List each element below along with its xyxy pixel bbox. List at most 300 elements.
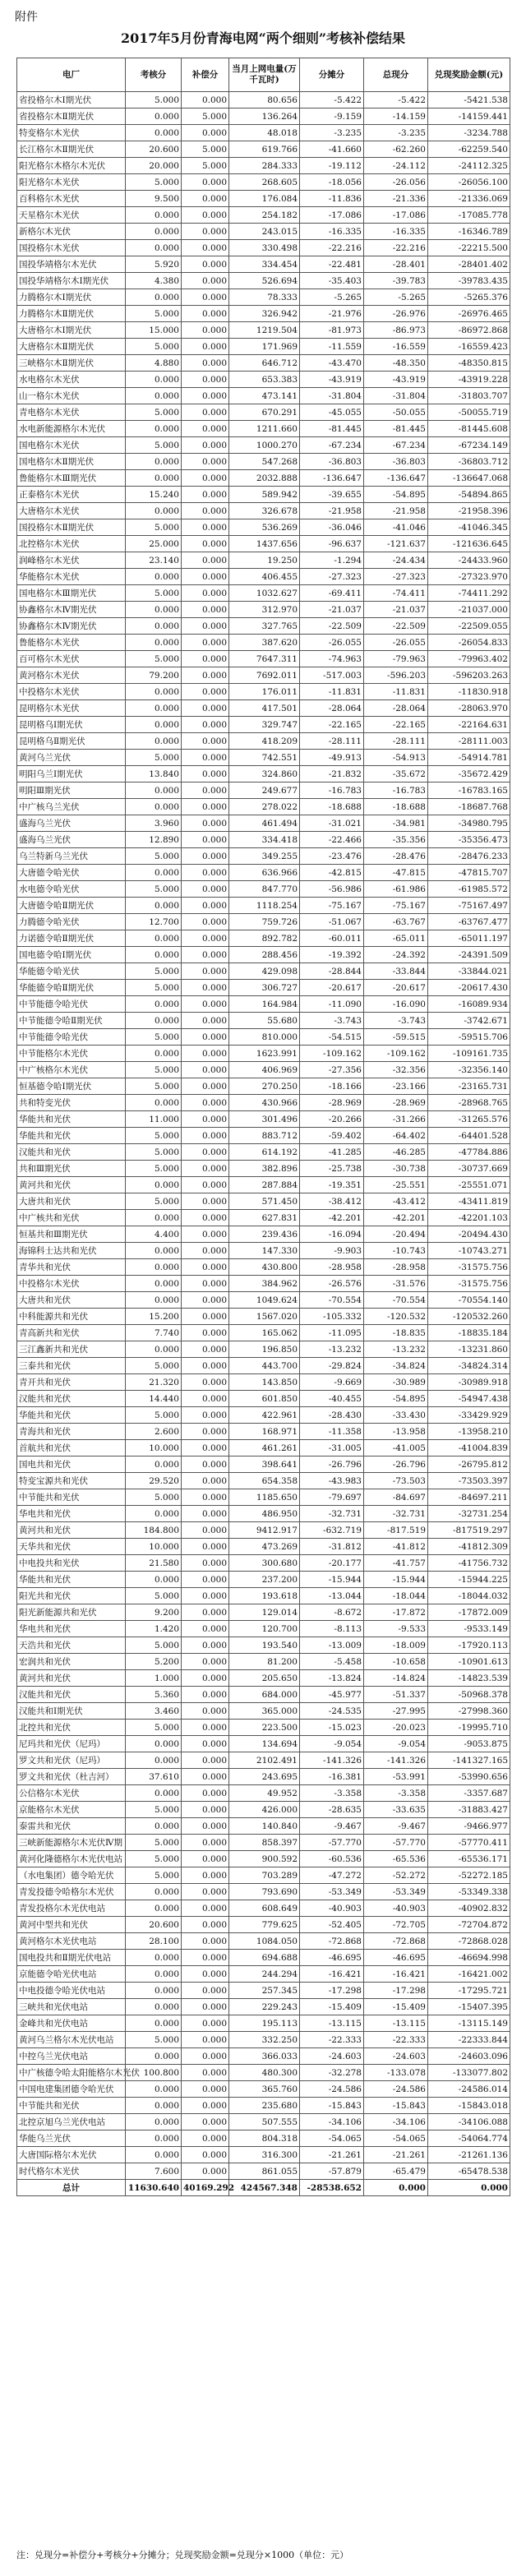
- cell-plant: 省投格尔木Ⅰ期光伏: [17, 92, 126, 108]
- cell-plant: 华电共和光伏: [17, 1621, 126, 1637]
- cell-plant: 昆明格乌Ⅰ期光伏: [17, 717, 126, 733]
- cell-energy: 614.192: [229, 1144, 300, 1161]
- cell-allocation: -25.738: [300, 1161, 364, 1177]
- cell-compensation: 0.000: [182, 1703, 229, 1720]
- cell-allocation: -28.064: [300, 700, 364, 717]
- cell-allocation: -42.201: [300, 1210, 364, 1226]
- cell-compensation: 0.000: [182, 536, 229, 552]
- cell-settlement: -22.216: [364, 240, 428, 256]
- cell-amount: -9053.875: [428, 1736, 510, 1752]
- cell-allocation: -67.234: [300, 437, 364, 454]
- cell-energy: 742.551: [229, 750, 300, 766]
- cell-amount: -3357.687: [428, 1785, 510, 1802]
- cell-amount: -27998.360: [428, 1703, 510, 1720]
- cell-plant: 时代格尔木光伏: [17, 2163, 126, 2180]
- cell-compensation: 0.000: [182, 651, 229, 667]
- cell-plant: 中广核乌兰光伏: [17, 799, 126, 815]
- cell-energy: 694.688: [229, 1950, 300, 1966]
- cell-energy: 601.850: [229, 1391, 300, 1407]
- cell-energy: 1219.504: [229, 322, 300, 339]
- cell-allocation: -15.944: [300, 1572, 364, 1588]
- cell-compensation: 0.000: [182, 1062, 229, 1078]
- cell-energy: 134.694: [229, 1736, 300, 1752]
- cell-assessment: 20.600: [126, 141, 182, 158]
- cell-plant: 青高新共和光伏: [17, 1325, 126, 1341]
- cell-compensation: 0.000: [182, 881, 229, 898]
- cell-settlement: -70.554: [364, 1292, 428, 1309]
- cell-settlement: -48.350: [364, 355, 428, 372]
- cell-settlement: -133.078: [364, 2065, 428, 2081]
- cell-plant: 黄河乌兰光伏: [17, 750, 126, 766]
- cell-allocation: -22.509: [300, 618, 364, 635]
- cell-plant: 青开共和光伏: [17, 1374, 126, 1391]
- cell-allocation: -24.535: [300, 1703, 364, 1720]
- cell-settlement: -26.056: [364, 174, 428, 191]
- cell-allocation: -40.903: [300, 1900, 364, 1917]
- cell-energy: 164.984: [229, 996, 300, 1013]
- cell-allocation: -70.554: [300, 1292, 364, 1309]
- cell-settlement: -26.976: [364, 306, 428, 322]
- cell-plant: 中广核德令哈太阳能格尔木光伏: [17, 2065, 126, 2081]
- cell-assessment: 5.000: [126, 750, 182, 766]
- cell-assessment: 3.460: [126, 1703, 182, 1720]
- cell-settlement: -32.731: [364, 1506, 428, 1522]
- table-row: [17, 1736, 510, 1752]
- cell-compensation: 0.000: [182, 1078, 229, 1095]
- cell-settlement: -18.835: [364, 1325, 428, 1341]
- cell-assessment: 0.000: [126, 1292, 182, 1309]
- cell-allocation: -41.660: [300, 141, 364, 158]
- cell-allocation: -21.976: [300, 306, 364, 322]
- cell-plant: 黄河共和光伏: [17, 1670, 126, 1687]
- cell-allocation: -17.298: [300, 1983, 364, 1999]
- cell-energy: 324.860: [229, 766, 300, 782]
- annex-label: 附件: [15, 11, 38, 24]
- cell-allocation: -26.055: [300, 635, 364, 651]
- cell-amount: -42201.103: [428, 1210, 510, 1226]
- cell-compensation: 0.000: [182, 1506, 229, 1522]
- cell-compensation: 0.000: [182, 355, 229, 372]
- table-row: [17, 1572, 510, 1588]
- cell-settlement: -17.086: [364, 207, 428, 224]
- cell-plant: 青海共和光伏: [17, 1424, 126, 1440]
- cell-plant: 中广核格尔木光伏: [17, 1062, 126, 1078]
- cell-allocation: -75.167: [300, 898, 364, 914]
- cell-amount: -40902.832: [428, 1900, 510, 1917]
- cell-compensation: 0.000: [182, 2065, 229, 2081]
- cell-plant: 国电共和光伏: [17, 1457, 126, 1473]
- cell-amount: -28476.233: [428, 848, 510, 865]
- cell-settlement: -65.479: [364, 2163, 428, 2180]
- cell-settlement: -22.509: [364, 618, 428, 635]
- cell-plant: 天华共和光伏: [17, 1539, 126, 1555]
- cell-assessment: 0.000: [126, 240, 182, 256]
- cell-assessment: 5.000: [126, 1489, 182, 1506]
- cell-plant: 中电投德令哈光伏电站: [17, 1983, 126, 1999]
- table-row: [17, 1818, 510, 1835]
- table-row: [17, 503, 510, 519]
- table-row: [17, 1374, 510, 1391]
- cell-assessment: 0.000: [126, 1259, 182, 1276]
- cell-allocation: -43.919: [300, 372, 364, 388]
- cell-settlement: -27.995: [364, 1703, 428, 1720]
- cell-amount: -120532.260: [428, 1309, 510, 1325]
- cell-energy: 429.098: [229, 963, 300, 980]
- cell-compensation: 0.000: [182, 1144, 229, 1161]
- cell-compensation: 0.000: [182, 1966, 229, 1983]
- cell-settlement: -35.672: [364, 766, 428, 782]
- cell-energy: 1118.254: [229, 898, 300, 914]
- cell-plant: 大唐国际格尔木光伏: [17, 2147, 126, 2163]
- cell-energy: 7692.011: [229, 667, 300, 684]
- cell-amount: -34980.795: [428, 815, 510, 832]
- cell-compensation: 0.000: [182, 404, 229, 421]
- cell-plant: 罗文共和光伏（杜吉河）: [17, 1769, 126, 1785]
- cell-assessment: 0.000: [126, 865, 182, 881]
- cell-allocation: -17.086: [300, 207, 364, 224]
- cell-allocation: -16.381: [300, 1769, 364, 1785]
- cell-allocation: -16.335: [300, 224, 364, 240]
- cell-allocation: -72.868: [300, 1933, 364, 1950]
- cell-allocation: -31.005: [300, 1440, 364, 1457]
- cell-settlement: -53.991: [364, 1769, 428, 1785]
- cell-compensation: 0.000: [182, 1983, 229, 1999]
- cell-plant: 大唐德令哈光伏: [17, 865, 126, 881]
- cell-settlement: -28.111: [364, 733, 428, 750]
- cell-allocation: -28.844: [300, 963, 364, 980]
- cell-allocation: -31.812: [300, 1539, 364, 1555]
- cell-plant: 中节能德令哈Ⅱ期光伏: [17, 1013, 126, 1029]
- cell-energy: 78.333: [229, 289, 300, 306]
- cell-allocation: -5.422: [300, 92, 364, 108]
- cell-allocation: -13.115: [300, 2015, 364, 2032]
- cell-amount: -18687.768: [428, 799, 510, 815]
- cell-plant: 中投格尔木光伏: [17, 1276, 126, 1292]
- cell-energy: 883.712: [229, 1128, 300, 1144]
- cell-allocation: -27.323: [300, 569, 364, 585]
- cell-settlement: -21.336: [364, 191, 428, 207]
- cell-allocation: -26.576: [300, 1276, 364, 1292]
- table-row: [17, 256, 510, 273]
- table-row: [17, 1424, 510, 1440]
- cell-allocation: -51.067: [300, 914, 364, 930]
- cell-assessment: 0.000: [126, 1818, 182, 1835]
- cell-allocation: -28.635: [300, 1802, 364, 1818]
- cell-assessment: 5.000: [126, 1193, 182, 1210]
- cell-amount: -13231.860: [428, 1341, 510, 1358]
- table-row: [17, 1095, 510, 1111]
- cell-compensation: 0.000: [182, 224, 229, 240]
- table-row: [17, 881, 510, 898]
- cell-allocation: -15.843: [300, 2098, 364, 2114]
- cell-energy: 571.450: [229, 1193, 300, 1210]
- cell-energy: 147.330: [229, 1243, 300, 1259]
- cell-amount: -32356.140: [428, 1062, 510, 1078]
- cell-assessment: 14.440: [126, 1391, 182, 1407]
- cell-allocation: -96.637: [300, 536, 364, 552]
- cell-settlement: -141.326: [364, 1752, 428, 1769]
- cell-compensation: 0.000: [182, 1588, 229, 1604]
- cell-settlement: -46.285: [364, 1144, 428, 1161]
- cell-compensation: 0.000: [182, 1752, 229, 1769]
- cell-settlement: -34.106: [364, 2114, 428, 2131]
- cell-energy: 81.200: [229, 1654, 300, 1670]
- table-row: [17, 865, 510, 881]
- cell-amount: -10901.613: [428, 1654, 510, 1670]
- cell-amount: -24391.509: [428, 947, 510, 963]
- table-row: [17, 1900, 510, 1917]
- cell-settlement: -16.421: [364, 1966, 428, 1983]
- cell-assessment: 20.600: [126, 1917, 182, 1933]
- cell-amount: -35672.429: [428, 766, 510, 782]
- cell-plant: 百可格尔木光伏: [17, 651, 126, 667]
- cell-settlement: -13.958: [364, 1424, 428, 1440]
- cell-energy: 7647.311: [229, 651, 300, 667]
- cell-allocation: -632.719: [300, 1522, 364, 1539]
- cell-energy: 168.971: [229, 1424, 300, 1440]
- cell-amount: -5265.376: [428, 289, 510, 306]
- cell-assessment: 0.000: [126, 1785, 182, 1802]
- cell-amount: -59515.706: [428, 1029, 510, 1046]
- cell-settlement: -16.783: [364, 782, 428, 799]
- cell-amount: -72704.872: [428, 1917, 510, 1933]
- cell-allocation: -22.333: [300, 2032, 364, 2048]
- cell-amount: -34824.314: [428, 1358, 510, 1374]
- table-row: [17, 421, 510, 437]
- cell-energy: 424567.348: [229, 2180, 300, 2196]
- cell-assessment: 0.000: [126, 207, 182, 224]
- cell-plant: 华能德令哈Ⅱ期光伏: [17, 980, 126, 996]
- cell-amount: -3742.671: [428, 1013, 510, 1029]
- total-label: 总计: [17, 2180, 126, 2196]
- cell-compensation: 0.000: [182, 470, 229, 487]
- cell-allocation: -28.430: [300, 1407, 364, 1424]
- cell-compensation: 0.000: [182, 914, 229, 930]
- table-row: [17, 980, 510, 996]
- cell-plant: 黄河共和光伏: [17, 1177, 126, 1193]
- cell-amount: -26976.465: [428, 306, 510, 322]
- cell-assessment: 5.000: [126, 1128, 182, 1144]
- table-row: [17, 1670, 510, 1687]
- table-row: [17, 1407, 510, 1424]
- cell-energy: 171.969: [229, 339, 300, 355]
- cell-assessment: 5.000: [126, 306, 182, 322]
- cell-settlement: -18.009: [364, 1637, 428, 1654]
- cell-settlement: -26.796: [364, 1457, 428, 1473]
- cell-compensation: 0.000: [182, 782, 229, 799]
- cell-allocation: -21.037: [300, 602, 364, 618]
- table-row: [17, 1193, 510, 1210]
- cell-assessment: 5.000: [126, 963, 182, 980]
- table-row: [17, 404, 510, 421]
- table-row: [17, 1210, 510, 1226]
- cell-compensation: 0.000: [182, 848, 229, 865]
- cell-assessment: 5.000: [126, 174, 182, 191]
- cell-settlement: -52.272: [364, 1867, 428, 1884]
- cell-amount: -64401.528: [428, 1128, 510, 1144]
- cell-compensation: 40169.292: [182, 2180, 229, 2196]
- cell-amount: -27323.970: [428, 569, 510, 585]
- cell-amount: -46694.998: [428, 1950, 510, 1966]
- cell-compensation: 0.000: [182, 437, 229, 454]
- cell-amount: -67234.149: [428, 437, 510, 454]
- cell-amount: -65536.171: [428, 1851, 510, 1867]
- cell-compensation: 0.000: [182, 1785, 229, 1802]
- cell-plant: 国投华靖格尔木光伏: [17, 256, 126, 273]
- cell-allocation: -57.770: [300, 1835, 364, 1851]
- cell-settlement: -14.159: [364, 108, 428, 125]
- cell-plant: 华能共和光伏: [17, 1407, 126, 1424]
- cell-compensation: 0.000: [182, 240, 229, 256]
- cell-assessment: 0.000: [126, 224, 182, 240]
- cell-energy: 143.850: [229, 1374, 300, 1391]
- cell-assessment: 0.000: [126, 782, 182, 799]
- cell-energy: 636.966: [229, 865, 300, 881]
- cell-allocation: -22.165: [300, 717, 364, 733]
- cell-energy: 384.962: [229, 1276, 300, 1292]
- cell-assessment: 0.000: [126, 930, 182, 947]
- table-row: [17, 2065, 510, 2081]
- cell-energy: 329.747: [229, 717, 300, 733]
- cell-energy: 619.766: [229, 141, 300, 158]
- cell-settlement: -67.234: [364, 437, 428, 454]
- table-row: [17, 2081, 510, 2098]
- cell-amount: -16559.423: [428, 339, 510, 355]
- cell-settlement: -9.467: [364, 1818, 428, 1835]
- cell-plant: 天浩共和光伏: [17, 1637, 126, 1654]
- cell-settlement: -27.323: [364, 569, 428, 585]
- table-row: [17, 125, 510, 141]
- cell-compensation: 0.000: [182, 1243, 229, 1259]
- cell-plant: 黄河乌兰格尔木光伏电站: [17, 2032, 126, 2048]
- table-row: [17, 1440, 510, 1457]
- cell-settlement: -34.824: [364, 1358, 428, 1374]
- cell-energy: 486.950: [229, 1506, 300, 1522]
- cell-allocation: -19.351: [300, 1177, 364, 1193]
- cell-allocation: -22.466: [300, 832, 364, 848]
- cell-amount: -9466.977: [428, 1818, 510, 1835]
- cell-amount: -17920.113: [428, 1637, 510, 1654]
- cell-compensation: 0.000: [182, 1358, 229, 1374]
- cell-settlement: -3.358: [364, 1785, 428, 1802]
- cell-amount: -54894.865: [428, 487, 510, 503]
- cell-settlement: -50.055: [364, 404, 428, 421]
- cell-energy: 1567.020: [229, 1309, 300, 1325]
- cell-allocation: -26.796: [300, 1457, 364, 1473]
- cell-amount: -47784.886: [428, 1144, 510, 1161]
- cell-settlement: -30.989: [364, 1374, 428, 1391]
- cell-assessment: 5.000: [126, 1062, 182, 1078]
- cell-assessment: 11.000: [126, 1111, 182, 1128]
- cell-compensation: 0.000: [182, 2015, 229, 2032]
- cell-assessment: 29.520: [126, 1473, 182, 1489]
- cell-amount: -109161.735: [428, 1046, 510, 1062]
- cell-plant: 力诺德令哈Ⅱ期光伏: [17, 930, 126, 947]
- cell-allocation: -36.803: [300, 454, 364, 470]
- table-row: [17, 898, 510, 914]
- cell-amount: -16089.934: [428, 996, 510, 1013]
- cell-energy: 176.011: [229, 684, 300, 700]
- table-row: [17, 1177, 510, 1193]
- cell-compensation: 0.000: [182, 421, 229, 437]
- cell-allocation: -11.095: [300, 1325, 364, 1341]
- table-row: [17, 1752, 510, 1769]
- cell-energy: 793.690: [229, 1884, 300, 1900]
- cell-assessment: 0.000: [126, 421, 182, 437]
- cell-plant: 阳光格尔木光伏: [17, 174, 126, 191]
- cell-settlement: -33.430: [364, 1407, 428, 1424]
- cell-allocation: -13.232: [300, 1341, 364, 1358]
- cell-allocation: -40.455: [300, 1391, 364, 1407]
- cell-amount: -41812.309: [428, 1539, 510, 1555]
- cell-energy: 193.540: [229, 1637, 300, 1654]
- cell-compensation: 0.000: [182, 1604, 229, 1621]
- cell-compensation: 0.000: [182, 1687, 229, 1703]
- cell-compensation: 0.000: [182, 717, 229, 733]
- table-row: [17, 930, 510, 947]
- cell-compensation: 0.000: [182, 454, 229, 470]
- cell-compensation: 0.000: [182, 1013, 229, 1029]
- cell-allocation: -46.695: [300, 1950, 364, 1966]
- table-row: [17, 1867, 510, 1884]
- cell-energy: 547.268: [229, 454, 300, 470]
- table-row: [17, 289, 510, 306]
- cell-plant: 新格尔木光伏: [17, 224, 126, 240]
- table-row: [17, 1391, 510, 1407]
- cell-settlement: -9.533: [364, 1621, 428, 1637]
- cell-assessment: 0.000: [126, 700, 182, 717]
- cell-amount: -33844.021: [428, 963, 510, 980]
- cell-settlement: -5.265: [364, 289, 428, 306]
- cell-energy: 140.840: [229, 1818, 300, 1835]
- cell-allocation: -11.358: [300, 1424, 364, 1440]
- cell-energy: 365.760: [229, 2081, 300, 2098]
- cell-settlement: -121.637: [364, 536, 428, 552]
- cell-settlement: -24.434: [364, 552, 428, 569]
- cell-energy: 1032.627: [229, 585, 300, 602]
- cell-assessment: 79.200: [126, 667, 182, 684]
- cell-energy: 284.333: [229, 158, 300, 174]
- cell-assessment: 5.000: [126, 1637, 182, 1654]
- cell-settlement: -31.576: [364, 1276, 428, 1292]
- cell-compensation: 0.000: [182, 1950, 229, 1966]
- cell-plant: 共和特变光伏: [17, 1095, 126, 1111]
- cell-amount: -48350.815: [428, 355, 510, 372]
- cell-assessment: 184.800: [126, 1522, 182, 1539]
- cell-settlement: -15.409: [364, 1999, 428, 2015]
- cell-amount: -57770.411: [428, 1835, 510, 1851]
- cell-energy: 473.269: [229, 1539, 300, 1555]
- cell-assessment: 0.000: [126, 1046, 182, 1062]
- cell-allocation: -36.046: [300, 519, 364, 536]
- cell-plant: 华电共和光伏: [17, 1506, 126, 1522]
- cell-allocation: -32.731: [300, 1506, 364, 1522]
- cell-compensation: 0.000: [182, 1851, 229, 1867]
- cell-compensation: 0.000: [182, 1917, 229, 1933]
- cell-assessment: 0.000: [126, 2098, 182, 2114]
- cell-compensation: 0.000: [182, 289, 229, 306]
- cell-plant: 中节能共和光伏: [17, 2098, 126, 2114]
- table-row: [17, 1555, 510, 1572]
- cell-assessment: 0.000: [126, 1966, 182, 1983]
- cell-plant: 鲁能格尔木光伏: [17, 635, 126, 651]
- table-row: [17, 273, 510, 289]
- cell-plant: 明阳乌兰Ⅰ期光伏: [17, 766, 126, 782]
- table-row: [17, 1046, 510, 1062]
- cell-allocation: -79.697: [300, 1489, 364, 1506]
- cell-assessment: 0.000: [126, 1983, 182, 1999]
- table-row: [17, 437, 510, 454]
